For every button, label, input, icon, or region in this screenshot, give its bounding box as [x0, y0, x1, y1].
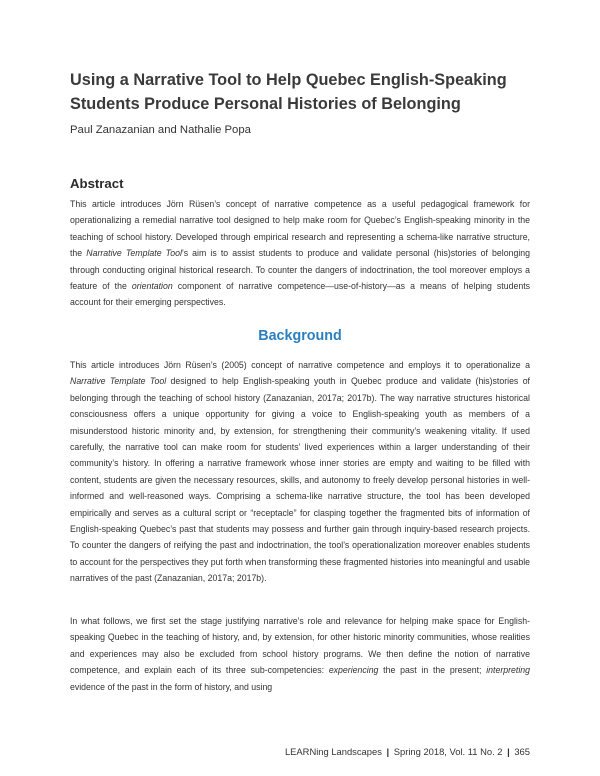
abstract-emphasis-orientation: orientation	[131, 281, 173, 292]
background-paragraph-2	[70, 613, 530, 695]
background-heading: Background	[258, 328, 342, 344]
page-footer	[285, 746, 530, 757]
abstract-text-part: This article introduces Jörn Rüsen’s concept of narrative competence as a useful pedagogical framework for operationalizing a remedial narrative tool designed to help make room for Quebec’s English-speaking minority in the teaching of school history. Developed through empirical research and representing a schema-like narrative structure, the	[70, 199, 530, 259]
paper-title: Using a Narrative Tool to Help Quebec English-Speaking Students Produce Personal Histories of Belonging	[70, 71, 507, 113]
footer-separator: |	[386, 746, 390, 757]
abstract-text	[70, 196, 530, 311]
paragraph-text-part: evidence of the past in the form of history, and using	[70, 681, 273, 692]
abstract-heading: Abstract	[70, 176, 124, 191]
paper-authors: Paul Zanazanian and Nathalie Popa	[70, 124, 251, 136]
paragraph-text-part: In what follows, we first set the stage justifying narrative’s role and relevance for helping make space for English-speaking Quebec in the teaching of history, and, by extension, for other historic minority communities, whose realities and experiences may also be excluded from school history programs. We then define the notion of narrative competence, and explain each of its three sub-competencies:	[70, 616, 530, 676]
paragraph-emphasis-tool: Narrative Template Tool	[70, 376, 167, 387]
footer-separator: |	[507, 746, 510, 757]
background-paragraph-1	[70, 357, 530, 587]
abstract-text-part: ’s aim is to assist students to produce and validate personal (his)stories of belonging through conducting original historical research. To counter the dangers of indoctrination, the tool moreover employs a feature of the	[70, 248, 530, 292]
footer-page-number: 365	[514, 746, 530, 757]
paragraph-text-part: designed to help English-speaking youth in Quebec produce and validate (his)stories of belonging through the teaching of school history (Zanazanian, 2017a; 2017b). The way narrative structures historical consciousness offers a unique opportunity for giving a voice to English-speaking youth as members of a misunderstood historic minority and, by extension, for strengthening their community’s weakening vitality. If used carefully, the narrative tool can make room for students’ lived experiences within a larger understanding of their community’s history. In offering a narrative framework whose inner stories are empty and waiting to be filled with content, students are given the necessary resources, skills, and autonomy to freely develop personal histories in well-informed and well-reasoned ways. Comprising a schema-like narrative structure, the tool has been developed empirically and serves as a cultural script or “receptacle” for clasping together the fragmented bits of information of English-speaking Quebec’s past that students may possess and further gain through inquiry-based research projects. To counter the dangers of reifying the past and indoctrination, the tool’s operationalization moreover enables students to account for the perspectives they put forth when transforming these fragmented histories into meaningful and usable narratives of the past (Zanazanian, 2017a; 2017b).	[70, 376, 530, 584]
paragraph-text-part: the past in the present;	[378, 665, 487, 676]
abstract-text-part: component of narrative competence—use-of-history—as a means of helping students account for their emerging perspectives.	[70, 281, 531, 308]
footer-issue: Spring 2018, Vol. 11 No. 2	[393, 746, 503, 757]
paragraph-emphasis-experiencing: experiencing	[328, 665, 379, 676]
footer-journal: LEARNing Landscapes	[284, 746, 382, 757]
abstract-emphasis-tool: Narrative Template Tool	[86, 248, 182, 259]
paragraph-emphasis-interpreting: interpreting	[486, 665, 530, 676]
paragraph-text-part: This article introduces Jörn Rüsen’s (2005) concept of narrative competence and employs it to operationalize a	[70, 360, 530, 370]
